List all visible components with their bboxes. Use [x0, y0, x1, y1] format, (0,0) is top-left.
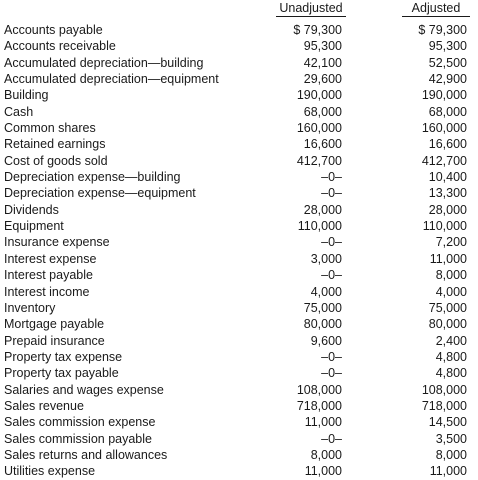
account-name: Prepaid insurance — [4, 333, 105, 348]
table-row — [0, 169, 478, 185]
column-header-row — [0, 1, 478, 17]
unadjusted-amount: 16,600 — [303, 137, 342, 152]
unadjusted-amount: 718,000 — [296, 398, 342, 413]
adjusted-amount: 11,000 — [429, 464, 467, 479]
adjusted-amount: 16,600 — [428, 137, 467, 152]
unadjusted-amount: 4,000 — [310, 284, 342, 299]
adjusted-amount: 14,500 — [428, 415, 467, 430]
adjusted-amount: 42,900 — [428, 72, 467, 87]
table-row — [0, 316, 478, 332]
adjusted-column-header: Adjusted — [402, 1, 470, 17]
table-row — [0, 22, 478, 38]
unadjusted-amount: 110,000 — [297, 219, 342, 234]
table-row — [0, 431, 478, 447]
unadjusted-amount: 160,000 — [296, 121, 342, 136]
table-row — [0, 447, 478, 463]
adjusted-amount: 95,300 — [428, 39, 467, 54]
unadjusted-amount: –0– — [321, 431, 342, 446]
account-name: Sales revenue — [4, 398, 84, 413]
adjusted-amount: 4,800 — [435, 349, 467, 364]
adjusted-amount: 68,000 — [428, 104, 467, 119]
account-name: Salaries and wages expense — [4, 382, 164, 397]
table-row — [0, 71, 478, 87]
table-row — [0, 284, 478, 300]
table-row — [0, 153, 478, 169]
table-row — [0, 267, 478, 283]
adjusted-amount: 412,700 — [421, 153, 467, 168]
unadjusted-amount: 95,300 — [303, 39, 342, 54]
account-name: Depreciation expense—equipment — [4, 186, 196, 201]
adjusted-amount: 28,000 — [428, 202, 467, 217]
unadjusted-amount: 11,000 — [304, 415, 342, 430]
unadjusted-column-header: Unadjusted — [276, 1, 346, 17]
account-name: Accumulated depreciation—equipment — [4, 72, 219, 87]
table-row — [0, 251, 478, 267]
table-row — [0, 120, 478, 136]
unadjusted-amount: 80,000 — [303, 317, 342, 332]
table-row — [0, 365, 478, 381]
adjusted-amount: 110,000 — [422, 219, 467, 234]
unadjusted-amount: 11,000 — [304, 464, 342, 479]
account-name: Sales commission expense — [4, 415, 156, 430]
account-name: Accumulated depreciation—building — [4, 55, 204, 70]
table-row — [0, 202, 478, 218]
table-row — [0, 398, 478, 414]
adjusted-amount: 4,800 — [435, 366, 467, 381]
adjusted-amount: 108,000 — [421, 382, 467, 397]
adjusted-amount: 718,000 — [421, 398, 467, 413]
unadjusted-amount: 108,000 — [296, 382, 342, 397]
unadjusted-amount: 3,000 — [310, 251, 342, 266]
adjusted-amount: 80,000 — [428, 317, 467, 332]
unadjusted-amount: 29,600 — [303, 72, 342, 87]
account-name: Common shares — [4, 121, 96, 136]
table-row — [0, 382, 478, 398]
account-name: Equipment — [4, 219, 64, 234]
table-row — [0, 414, 478, 430]
account-name: Dividends — [4, 202, 59, 217]
account-name: Building — [4, 88, 49, 103]
adjusted-amount: 7,200 — [435, 235, 467, 250]
table-row — [0, 104, 478, 120]
account-rows — [0, 22, 478, 480]
table-row — [0, 38, 478, 54]
unadjusted-amount: 190,000 — [296, 88, 342, 103]
adjusted-amount: 13,300 — [428, 186, 467, 201]
unadjusted-amount: $ 79,300 — [293, 23, 342, 37]
adjusted-amount: 8,000 — [435, 268, 467, 283]
account-name: Retained earnings — [4, 137, 106, 152]
unadjusted-amount: –0– — [321, 235, 342, 250]
table-row — [0, 463, 478, 479]
unadjusted-amount: –0– — [321, 268, 342, 283]
account-name: Property tax expense — [4, 349, 123, 364]
unadjusted-amount: 28,000 — [303, 202, 342, 217]
account-name: Insurance expense — [4, 235, 110, 250]
unadjusted-amount: –0– — [321, 170, 342, 185]
adjusted-amount: 190,000 — [421, 88, 467, 103]
adjusted-amount: 2,400 — [435, 333, 467, 348]
unadjusted-amount: 68,000 — [303, 104, 342, 119]
table-row — [0, 55, 478, 71]
account-name: Sales returns and allowances — [4, 447, 168, 462]
account-name: Property tax payable — [4, 366, 119, 381]
table-row — [0, 218, 478, 234]
adjusted-amount: $ 79,300 — [418, 23, 467, 37]
unadjusted-amount: 9,600 — [310, 333, 342, 348]
adjusted-amount: 10,400 — [428, 170, 467, 185]
unadjusted-amount: –0– — [321, 186, 342, 201]
table-row — [0, 87, 478, 103]
account-name: Cash — [4, 104, 34, 119]
account-name: Depreciation expense—building — [4, 170, 181, 185]
account-name: Cost of goods sold — [4, 153, 108, 168]
account-name: Sales commission payable — [4, 431, 152, 446]
table-row — [0, 300, 478, 316]
adjusted-amount: 8,000 — [435, 447, 467, 462]
unadjusted-amount: –0– — [321, 366, 342, 381]
unadjusted-amount: 8,000 — [310, 447, 342, 462]
adjusted-amount: 11,000 — [429, 251, 467, 266]
adjusted-amount: 52,500 — [428, 55, 467, 70]
account-name: Mortgage payable — [4, 317, 105, 332]
adjusted-amount: 75,000 — [428, 300, 467, 315]
account-name: Interest expense — [4, 251, 97, 266]
account-name: Utilities expense — [4, 464, 96, 479]
account-name: Accounts payable — [4, 23, 103, 37]
unadjusted-amount: –0– — [321, 349, 342, 364]
account-name: Inventory — [4, 300, 56, 315]
table-row — [0, 333, 478, 349]
account-name: Accounts receivable — [4, 39, 116, 54]
account-name: Interest payable — [4, 268, 93, 283]
unadjusted-amount: 412,700 — [296, 153, 342, 168]
unadjusted-amount: 42,100 — [303, 55, 342, 70]
adjusted-amount: 3,500 — [435, 431, 467, 446]
table-row — [0, 136, 478, 152]
adjusted-amount: 4,000 — [435, 284, 467, 299]
adjusted-amount: 160,000 — [421, 121, 467, 136]
unadjusted-amount: 75,000 — [303, 300, 342, 315]
table-row — [0, 349, 478, 365]
table-row — [0, 234, 478, 250]
account-name: Interest income — [4, 284, 90, 299]
table-row — [0, 185, 478, 201]
